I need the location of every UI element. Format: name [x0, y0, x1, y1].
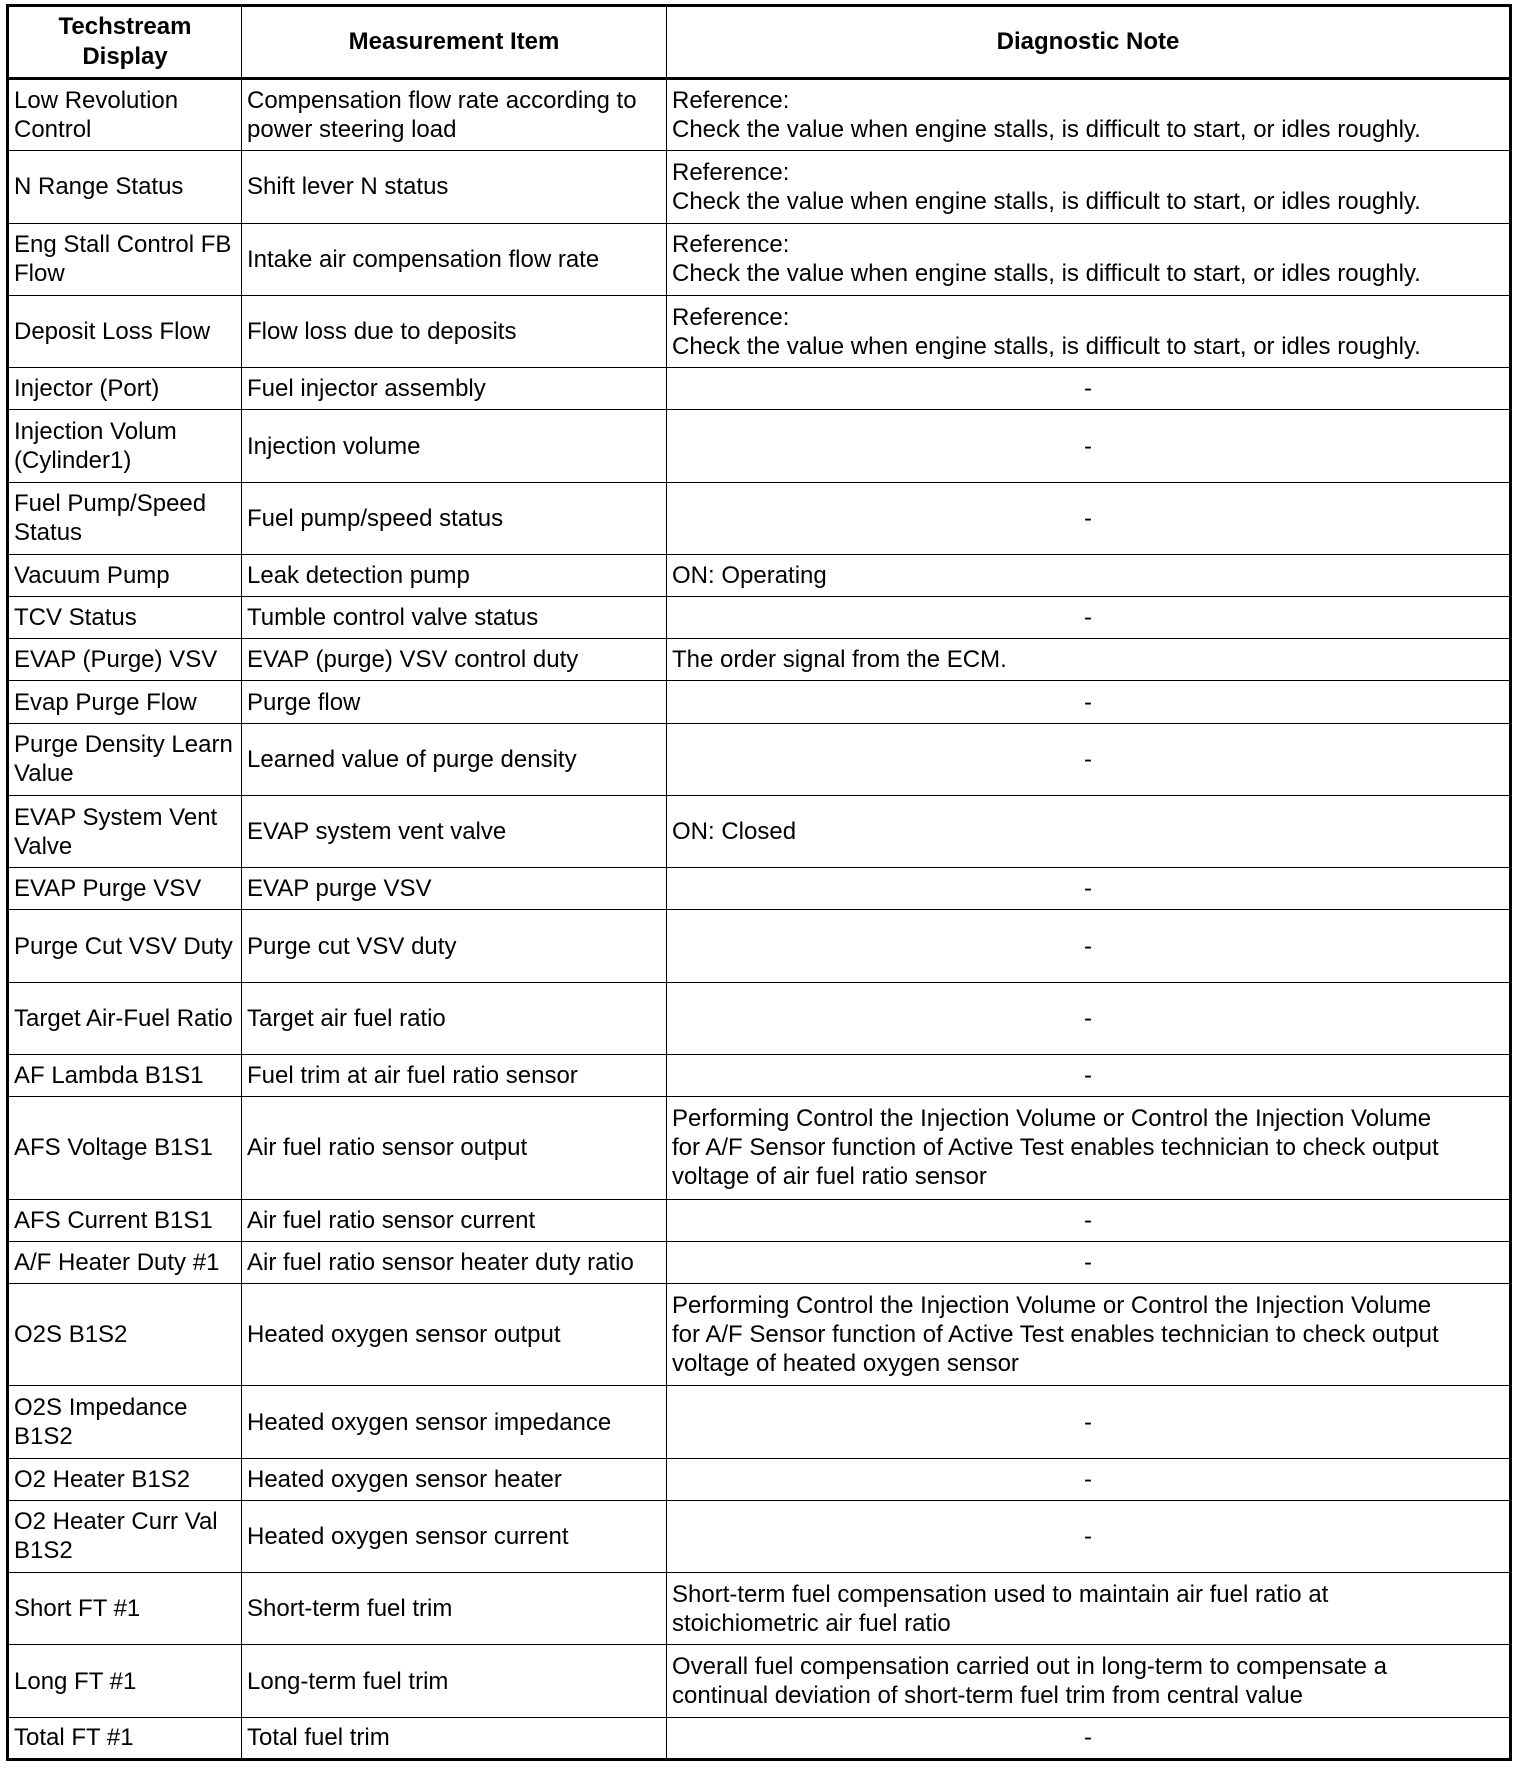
measurement-item-cell: Long-term fuel trim	[242, 1645, 667, 1717]
techstream-display-cell: AFS Current B1S1	[8, 1199, 242, 1241]
table-row	[8, 482, 1511, 554]
measurement-item-cell: Intake air compensation flow rate	[242, 223, 667, 295]
diagnostic-note-cell: -	[667, 723, 1511, 795]
measurement-item-cell: Fuel injector assembly	[242, 368, 667, 410]
measurement-item-cell: Target air fuel ratio	[242, 982, 667, 1054]
techstream-display-cell: Short FT #1	[8, 1573, 242, 1645]
measurement-item-cell: EVAP system vent valve	[242, 795, 667, 867]
table-row	[8, 554, 1511, 596]
techstream-display-cell: Injection Volum (Cylinder1)	[8, 410, 242, 482]
techstream-display-cell: Purge Cut VSV Duty	[8, 910, 242, 982]
measurement-item-cell: Purge cut VSV duty	[242, 910, 667, 982]
techstream-display-cell: Total FT #1	[8, 1717, 242, 1759]
techstream-display-cell: Injector (Port)	[8, 368, 242, 410]
diagnostic-note-cell: -	[667, 1386, 1511, 1458]
header-diagnostic-note: Diagnostic Note	[667, 6, 1511, 79]
diagnostic-note-cell: -	[667, 910, 1511, 982]
diagnostic-note-cell: Performing Control the Injection Volume or Control the Injection Volume for A/F Sensor function of Active Test enables technician to check output voltage of heated oxygen sensor	[667, 1283, 1511, 1385]
table-row	[8, 1573, 1511, 1645]
measurement-item-cell: Leak detection pump	[242, 554, 667, 596]
measurement-item-cell: Air fuel ratio sensor heater duty ratio	[242, 1241, 667, 1283]
diagnostic-note-cell: -	[667, 982, 1511, 1054]
measurement-item-cell: Heated oxygen sensor current	[242, 1500, 667, 1572]
measurement-item-cell: Short-term fuel trim	[242, 1573, 667, 1645]
techstream-display-cell: TCV Status	[8, 597, 242, 639]
table-row	[8, 1500, 1511, 1572]
techstream-display-cell: O2S B1S2	[8, 1283, 242, 1385]
diagnostic-note-cell: Reference: Check the value when engine stalls, is difficult to start, or idles roughly.	[667, 151, 1511, 223]
measurement-item-cell: Learned value of purge density	[242, 723, 667, 795]
diagnostic-note-cell: -	[667, 1055, 1511, 1097]
diagnostic-note-cell: -	[667, 681, 1511, 723]
techstream-display-cell: Vacuum Pump	[8, 554, 242, 596]
table-row	[8, 1283, 1511, 1385]
techstream-display-cell: AFS Voltage B1S1	[8, 1097, 242, 1199]
table-row	[8, 1717, 1511, 1759]
table-row	[8, 295, 1511, 367]
table-row	[8, 982, 1511, 1054]
table-row	[8, 795, 1511, 867]
diagnostic-note-cell: -	[667, 1717, 1511, 1759]
table-row	[8, 79, 1511, 151]
header-techstream-display: Techstream Display	[8, 6, 242, 79]
table-row	[8, 368, 1511, 410]
table-row	[8, 1199, 1511, 1241]
techstream-display-cell: EVAP (Purge) VSV	[8, 639, 242, 681]
techstream-display-cell: Fuel Pump/Speed Status	[8, 482, 242, 554]
table-row	[8, 151, 1511, 223]
table-row	[8, 639, 1511, 681]
techstream-display-cell: O2 Heater B1S2	[8, 1458, 242, 1500]
techstream-display-cell: AF Lambda B1S1	[8, 1055, 242, 1097]
table-row	[8, 868, 1511, 910]
diagnostic-note-cell: The order signal from the ECM.	[667, 639, 1511, 681]
header-measurement-item: Measurement Item	[242, 6, 667, 79]
table-row	[8, 681, 1511, 723]
diagnostic-note-cell: -	[667, 368, 1511, 410]
diagnostic-note-cell: -	[667, 597, 1511, 639]
techstream-display-cell: EVAP Purge VSV	[8, 868, 242, 910]
table-header	[8, 6, 1511, 79]
table-row	[8, 223, 1511, 295]
table-row	[8, 1241, 1511, 1283]
measurement-item-cell: Heated oxygen sensor heater	[242, 1458, 667, 1500]
table-row	[8, 597, 1511, 639]
techstream-display-cell: Target Air-Fuel Ratio	[8, 982, 242, 1054]
table-row	[8, 1645, 1511, 1717]
document-page	[6, 4, 1509, 1761]
techstream-display-cell: Deposit Loss Flow	[8, 295, 242, 367]
measurement-item-cell: Tumble control valve status	[242, 597, 667, 639]
measurement-item-cell: Compensation flow rate according to power steering load	[242, 79, 667, 151]
table-row	[8, 1458, 1511, 1500]
diagnostic-note-cell: ON: Closed	[667, 795, 1511, 867]
table-row	[8, 410, 1511, 482]
diagnostic-note-cell: -	[667, 1500, 1511, 1572]
measurement-item-cell: Total fuel trim	[242, 1717, 667, 1759]
techstream-display-cell: O2 Heater Curr Val B1S2	[8, 1500, 242, 1572]
measurement-item-cell: Heated oxygen sensor output	[242, 1283, 667, 1385]
diagnostic-note-cell: Short-term fuel compensation used to maintain air fuel ratio at stoichiometric air fuel ratio	[667, 1573, 1511, 1645]
diagnostic-note-cell: -	[667, 410, 1511, 482]
diagnostic-note-cell: -	[667, 1241, 1511, 1283]
measurement-item-cell: Air fuel ratio sensor current	[242, 1199, 667, 1241]
table-row	[8, 910, 1511, 982]
table-body	[8, 79, 1511, 1760]
diagnostic-note-cell: Overall fuel compensation carried out in long-term to compensate a continual deviation of short-term fuel trim from central value	[667, 1645, 1511, 1717]
measurement-item-cell: Purge flow	[242, 681, 667, 723]
data-list-table	[6, 4, 1512, 1761]
techstream-display-cell: Evap Purge Flow	[8, 681, 242, 723]
table-row	[8, 1055, 1511, 1097]
measurement-item-cell: EVAP (purge) VSV control duty	[242, 639, 667, 681]
diagnostic-note-cell: ON: Operating	[667, 554, 1511, 596]
techstream-display-cell: Purge Density Learn Value	[8, 723, 242, 795]
diagnostic-note-cell: -	[667, 482, 1511, 554]
table-row	[8, 1386, 1511, 1458]
measurement-item-cell: Flow loss due to deposits	[242, 295, 667, 367]
techstream-display-cell: Low Revolution Control	[8, 79, 242, 151]
techstream-display-cell: Long FT #1	[8, 1645, 242, 1717]
measurement-item-cell: Shift lever N status	[242, 151, 667, 223]
measurement-item-cell: Fuel pump/speed status	[242, 482, 667, 554]
measurement-item-cell: Heated oxygen sensor impedance	[242, 1386, 667, 1458]
measurement-item-cell: Air fuel ratio sensor output	[242, 1097, 667, 1199]
diagnostic-note-cell: Reference: Check the value when engine stalls, is difficult to start, or idles roughly.	[667, 295, 1511, 367]
techstream-display-cell: O2S Impedance B1S2	[8, 1386, 242, 1458]
table-row	[8, 1097, 1511, 1199]
diagnostic-note-cell: Reference: Check the value when engine stalls, is difficult to start, or idles roughly.	[667, 223, 1511, 295]
measurement-item-cell: Injection volume	[242, 410, 667, 482]
measurement-item-cell: EVAP purge VSV	[242, 868, 667, 910]
diagnostic-note-cell: Performing Control the Injection Volume or Control the Injection Volume for A/F Sensor function of Active Test enables technician to check output voltage of air fuel ratio sensor	[667, 1097, 1511, 1199]
techstream-display-cell: EVAP System Vent Valve	[8, 795, 242, 867]
diagnostic-note-cell: -	[667, 1199, 1511, 1241]
techstream-display-cell: Eng Stall Control FB Flow	[8, 223, 242, 295]
header-row	[8, 6, 1511, 79]
techstream-display-cell: N Range Status	[8, 151, 242, 223]
diagnostic-note-cell: Reference: Check the value when engine stalls, is difficult to start, or idles roughly.	[667, 79, 1511, 151]
diagnostic-note-cell: -	[667, 1458, 1511, 1500]
techstream-display-cell: A/F Heater Duty #1	[8, 1241, 242, 1283]
table-row	[8, 723, 1511, 795]
measurement-item-cell: Fuel trim at air fuel ratio sensor	[242, 1055, 667, 1097]
diagnostic-note-cell: -	[667, 868, 1511, 910]
